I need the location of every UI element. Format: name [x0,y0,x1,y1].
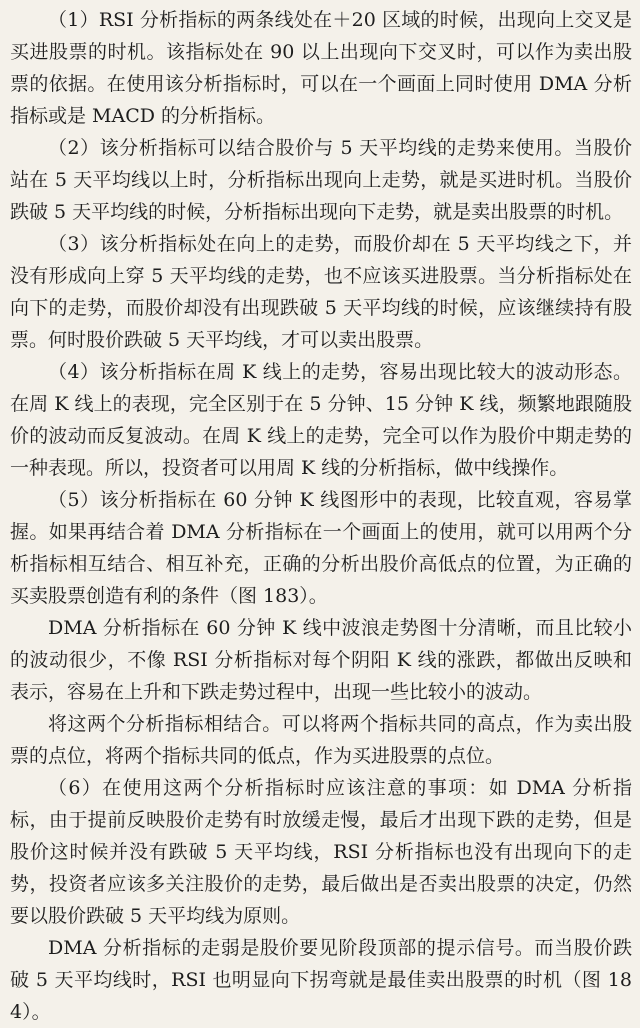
paragraph-dma-waves: DMA 分析指标在 60 分钟 K 线中波浪走势图十分清晰，而且比较小的波动很少，不像 RSI 分析指标对每个阴阳 K 线的涨跌，都做出反映和表示，容易在上升和下跌走势过程中，出现一些比较小的波动。 [10,617,632,703]
paragraph-sixty-minute-k-line: （5）该分析指标在 60 分钟 K 线图形中的表现，比较直观，容易掌握。如果再结合着 DMA 分析指标在一个画面上的使用，就可以用两个分析指标相互结合、相互补充，正确的分析出股价高低点的位置，为正确的买卖股票创造有利的条件（图 183）。 [10,489,632,607]
paragraph-below-average: （3）该分析指标处在向上的走势，而股价却在 5 天平均线之下，并没有形成向上穿 5 天平均线的走势，也不应该买进股票。当分析指标处在向下的走势，而股价却没有出现跌破 5 天平均线的时候，应该继续持有股票。何时股价跌破 5 天平均线，才可以卖出股票。 [10,233,632,351]
paragraph-combine-indicators: 将这两个分析指标相结合。可以将两个指标共同的高点，作为卖出股票的点位，将两个指标共同的低点，作为买进股票的点位。 [10,713,632,767]
paragraph-weekly-k-line: （4）该分析指标在周 K 线上的走势，容易出现比较大的波动形态。在周 K 线上的表现，完全区别于在 5 分钟、15 分钟 K 线，频繁地跟随股价的波动而反复波动。在周 K 线上的走势，完全可以作为股价中期走势的一种表现。所以，投资者可以用周 K 线的分析指标，做中线操作。 [10,361,632,479]
paragraph-dma-weakening: DMA 分析指标的走弱是股价要见阶段顶部的提示信号。而当股价跌破 5 天平均线时，RSI 也明显向下拐弯就是最佳卖出股票的时机（图 184）。 [10,937,632,1023]
paragraph-rsi-cross: （1）RSI 分析指标的两条线处在＋20 区域的时候，出现向上交叉是买进股票的时机。该指标处在 90 以上出现向下交叉时，可以作为卖出股票的依据。在使用该分析指标时，可以在一个画面上同时使用 DMA 分析指标或是 MACD 的分析指标。 [10,9,632,127]
paragraph-five-day-average: （2）该分析指标可以结合股价与 5 天平均线的走势来使用。当股价站在 5 天平均线以上时，分析指标出现向上走势，就是买进时机。当股价跌破 5 天平均线的时候，分析指标出现向下走势，就是卖出股票的时机。 [10,137,632,223]
paragraph-precautions: （6）在使用这两个分析指标时应该注意的事项：如 DMA 分析指标，由于提前反映股价走势有时放缓走慢，最后才出现下跌的走势，但是股价这时候并没有跌破 5 天平均线，RSI 分析指标也没有出现向下的走势，投资者应该多关注股价的走势，最后做出是否卖出股票的决定，仍然要以股价跌破 5 天平均线为原则。 [10,777,632,927]
